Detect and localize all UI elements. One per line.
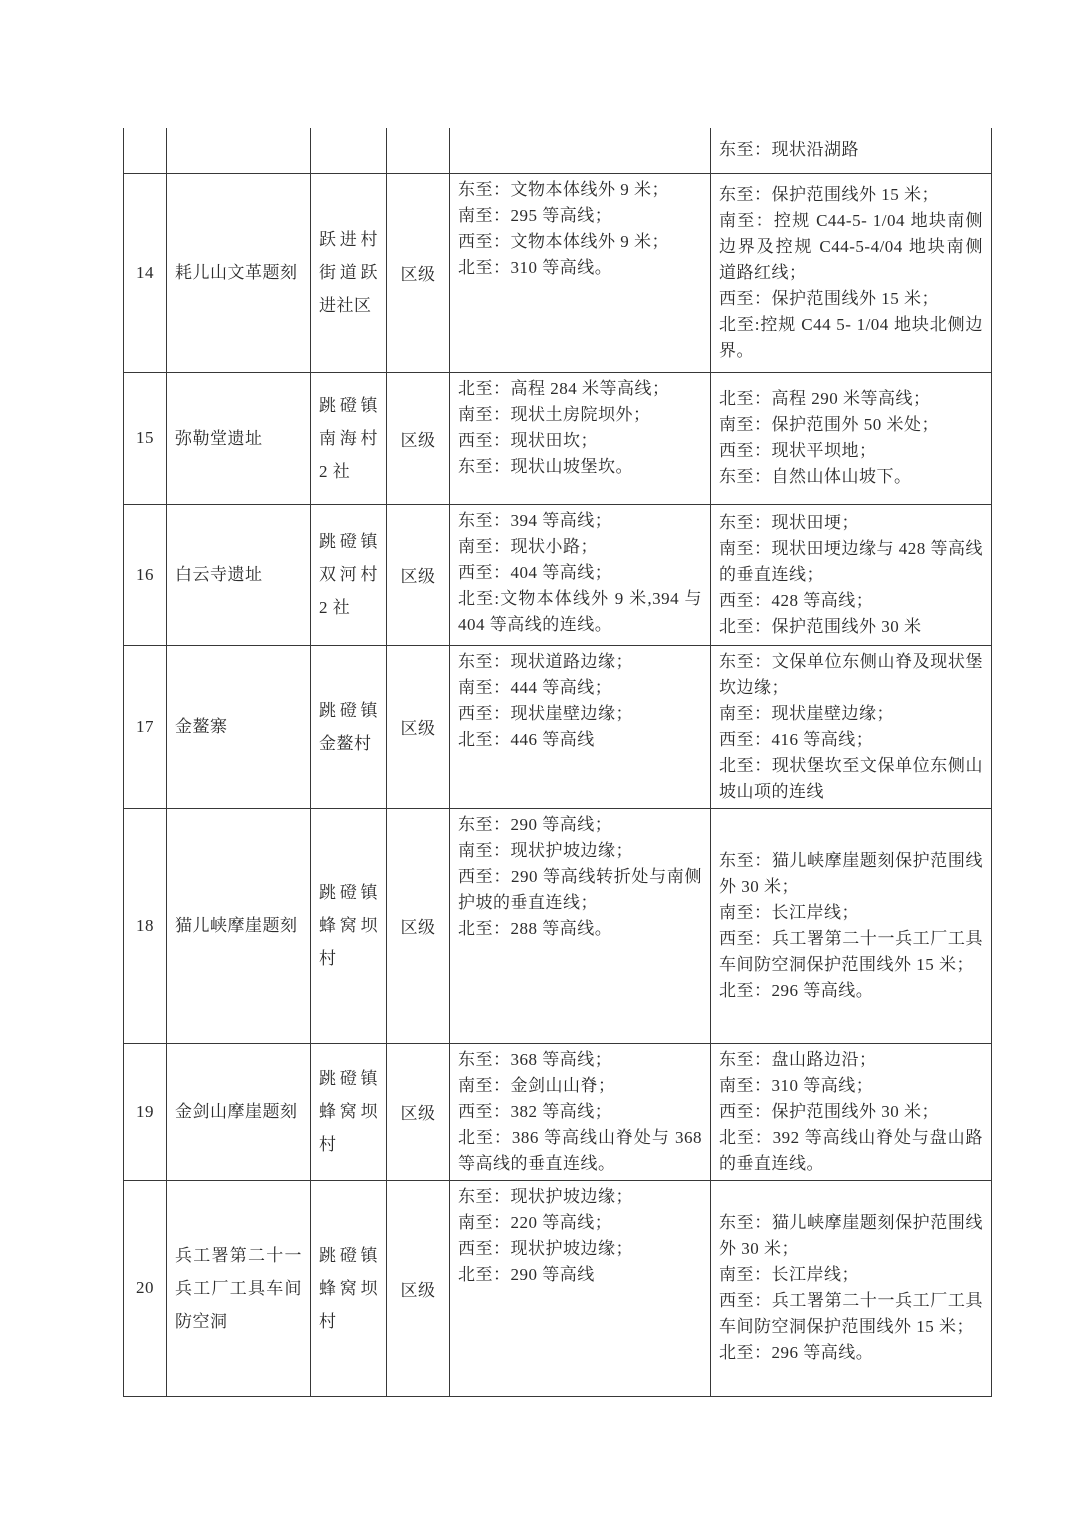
site-location: 跳磴镇蜂窝坝村 [311,808,387,1043]
protection-scope-cell [450,808,711,1043]
protection-line: 北至：446 等高线 [458,729,595,749]
row-number: 15 [124,372,167,504]
control-zone-cell [711,504,992,645]
table-row [124,173,992,372]
table-body [124,128,992,1396]
protection-line: 北至：290 等高线 [458,1264,595,1284]
control-zone-line: 北至：高程 290 米等高线； [719,389,931,408]
control-zone-line: 西至：保护范围线外 15 米； [719,288,939,308]
site-name: 金鳌寨 [167,645,311,808]
control-zone-line: 南至：现状崖壁边缘； [719,703,894,723]
row-number: 20 [124,1180,167,1396]
site-location: 跳磴镇南海村 2 社 [311,372,387,504]
protection-scope-cell [450,1043,711,1180]
site-level: 区级 [387,1180,450,1396]
control-zone-line: 东至：现状沿湖路 [719,140,859,160]
table-row [124,504,992,645]
site-location: 跳磴镇蜂窝坝村 [311,1043,387,1180]
protection-line: 西至：现状田坎； [458,430,598,450]
site-name: 耗儿山文革题刻 [167,173,311,372]
site-level: 区级 [387,645,450,808]
protection-line: 北至：288 等高线。 [458,918,613,938]
row-number: 18 [124,808,167,1043]
table-row [124,1043,992,1180]
control-zone-cell [711,173,992,372]
protection-line: 西至：现状护坡边缘； [458,1238,633,1258]
protection-line: 东至：368 等高线； [458,1049,613,1069]
site-location: 跳磴镇蜂窝坝村 [311,1180,387,1396]
site-name: 白云寺遗址 [167,504,311,645]
control-zone-line: 东至：盘山路边沿； [719,1049,877,1069]
control-zone-line: 南至：控规 C44-5- 1/04 地块南侧边界及控规 C44-5-4/04 地块南侧道路红线； [719,210,983,282]
protection-scope-cell [450,372,711,504]
table-row [124,808,992,1043]
protection-line: 西至：现状崖壁边缘； [458,703,633,723]
control-zone-line: 西至：428 等高线； [719,590,874,610]
site-location: 跳磴镇双河村 2 社 [311,504,387,645]
row-number: 14 [124,173,167,372]
control-zone-line: 东至：猫儿峡摩崖题刻保护范围线外 30 米； [719,850,983,896]
site-location [311,128,387,173]
control-zone-line: 南至：长江岸线； [719,902,859,922]
control-zone-line: 西至：兵工署第二十一兵工厂工具车间防空洞保护范围线外 15 米； [719,1291,983,1336]
control-zone-line: 南至：保护范围外 50 米处； [719,415,939,434]
control-zone-line: 东至：文保单位东侧山脊及现状堡坎边缘； [719,651,983,697]
control-zone-line: 西至：现状平坝地； [719,441,877,460]
control-zone-line: 南至：长江岸线； [719,1265,859,1284]
protection-line: 西至：404 等高线； [458,562,613,582]
protection-line: 南至：220 等高线； [458,1212,613,1232]
site-location: 跃进村街道跃进社区 [311,173,387,372]
protection-line: 北至：386 等高线山脊处与 368 等高线的垂直连线。 [458,1127,702,1173]
protection-line: 南至：现状小路； [458,536,598,556]
control-zone-line: 东至：保护范围线外 15 米； [719,184,939,204]
protection-line: 北至:文物本体线外 9 米,394 与 404 等高线的连线。 [458,588,702,634]
protection-line: 南至：444 等高线； [458,677,613,697]
site-level: 区级 [387,173,450,372]
control-zone-line: 北至：现状堡坎至文保单位东侧山坡山项的连线 [719,755,983,801]
control-zone-line: 西至：兵工署第二十一兵工厂工具车间防空洞保护范围线外 15 米； [719,928,983,974]
control-zone-cell [711,1043,992,1180]
control-zone-line: 北至：296 等高线。 [719,980,874,1000]
protection-line: 北至：310 等高线。 [458,257,613,277]
table-row [124,645,992,808]
protection-line: 东至：现状道路边缘； [458,651,633,671]
control-zone-line: 北至:控规 C44 5- 1/04 地块北侧边界。 [719,314,983,360]
control-zone-line: 北至：296 等高线。 [719,1343,874,1362]
row-number: 16 [124,504,167,645]
protection-scope-cell [450,645,711,808]
site-level: 区级 [387,1043,450,1180]
control-zone-line: 东至：猫儿峡摩崖题刻保护范围线外 30 米； [719,1213,983,1258]
row-number: 17 [124,645,167,808]
site-name: 金剑山摩崖题刻 [167,1043,311,1180]
control-zone-line: 南至：现状田埂边缘与 428 等高线的垂直连线； [719,538,983,584]
protection-line: 南至：现状土房院坝外； [458,404,651,424]
row-number [124,128,167,173]
protection-line: 东至：394 等高线； [458,510,613,530]
protection-line: 东至：文物本体线外 9 米； [458,179,669,199]
heritage-table [123,128,992,1397]
site-name [167,128,311,173]
protection-line: 东至：现状护坡边缘； [458,1186,633,1206]
protection-scope-cell [450,504,711,645]
site-level: 区级 [387,372,450,504]
protection-line: 北至：高程 284 米等高线； [458,378,670,398]
protection-line: 东至：现状山坡堡坎。 [458,456,633,476]
site-level: 区级 [387,504,450,645]
control-zone-line: 东至：自然山体山坡下。 [719,467,912,486]
control-zone-cell [711,645,992,808]
site-level: 区级 [387,808,450,1043]
site-name: 兵工署第二十一兵工厂工具车间防空洞 [167,1180,311,1396]
protection-line: 西至：382 等高线； [458,1101,613,1121]
control-zone-line: 南至：310 等高线； [719,1075,874,1095]
control-zone-cell [711,808,992,1043]
row-number: 19 [124,1043,167,1180]
protection-line: 南至：295 等高线； [458,205,613,225]
protection-scope-cell [450,1180,711,1396]
control-zone-line: 东至：现状田埂； [719,512,859,532]
table-row [124,372,992,504]
control-zone-line: 北至：392 等高线山脊处与盘山路的垂直连线。 [719,1127,983,1173]
control-zone-line: 西至：保护范围线外 30 米； [719,1101,939,1121]
control-zone-line: 北至：保护范围线外 30 米 [719,616,922,636]
control-zone-cell [711,128,992,173]
table-row [124,128,992,173]
protection-line: 东至：290 等高线； [458,814,613,834]
protection-line: 西至：290 等高线转折处与南侧护坡的垂直连线； [458,866,702,912]
control-zone-cell [711,1180,992,1396]
protection-line: 南至：现状护坡边缘； [458,840,633,860]
table-row [124,1180,992,1396]
control-zone-line: 西至：416 等高线； [719,729,874,749]
site-name: 弥勒堂遗址 [167,372,311,504]
protection-line: 西至：文物本体线外 9 米； [458,231,669,251]
control-zone-cell [711,372,992,504]
site-name: 猫儿峡摩崖题刻 [167,808,311,1043]
protection-line: 南至：金剑山山脊； [458,1075,616,1095]
site-level [387,128,450,173]
protection-scope-cell [450,173,711,372]
protection-scope-cell [450,128,711,173]
site-location: 跳磴镇金鳌村 [311,645,387,808]
